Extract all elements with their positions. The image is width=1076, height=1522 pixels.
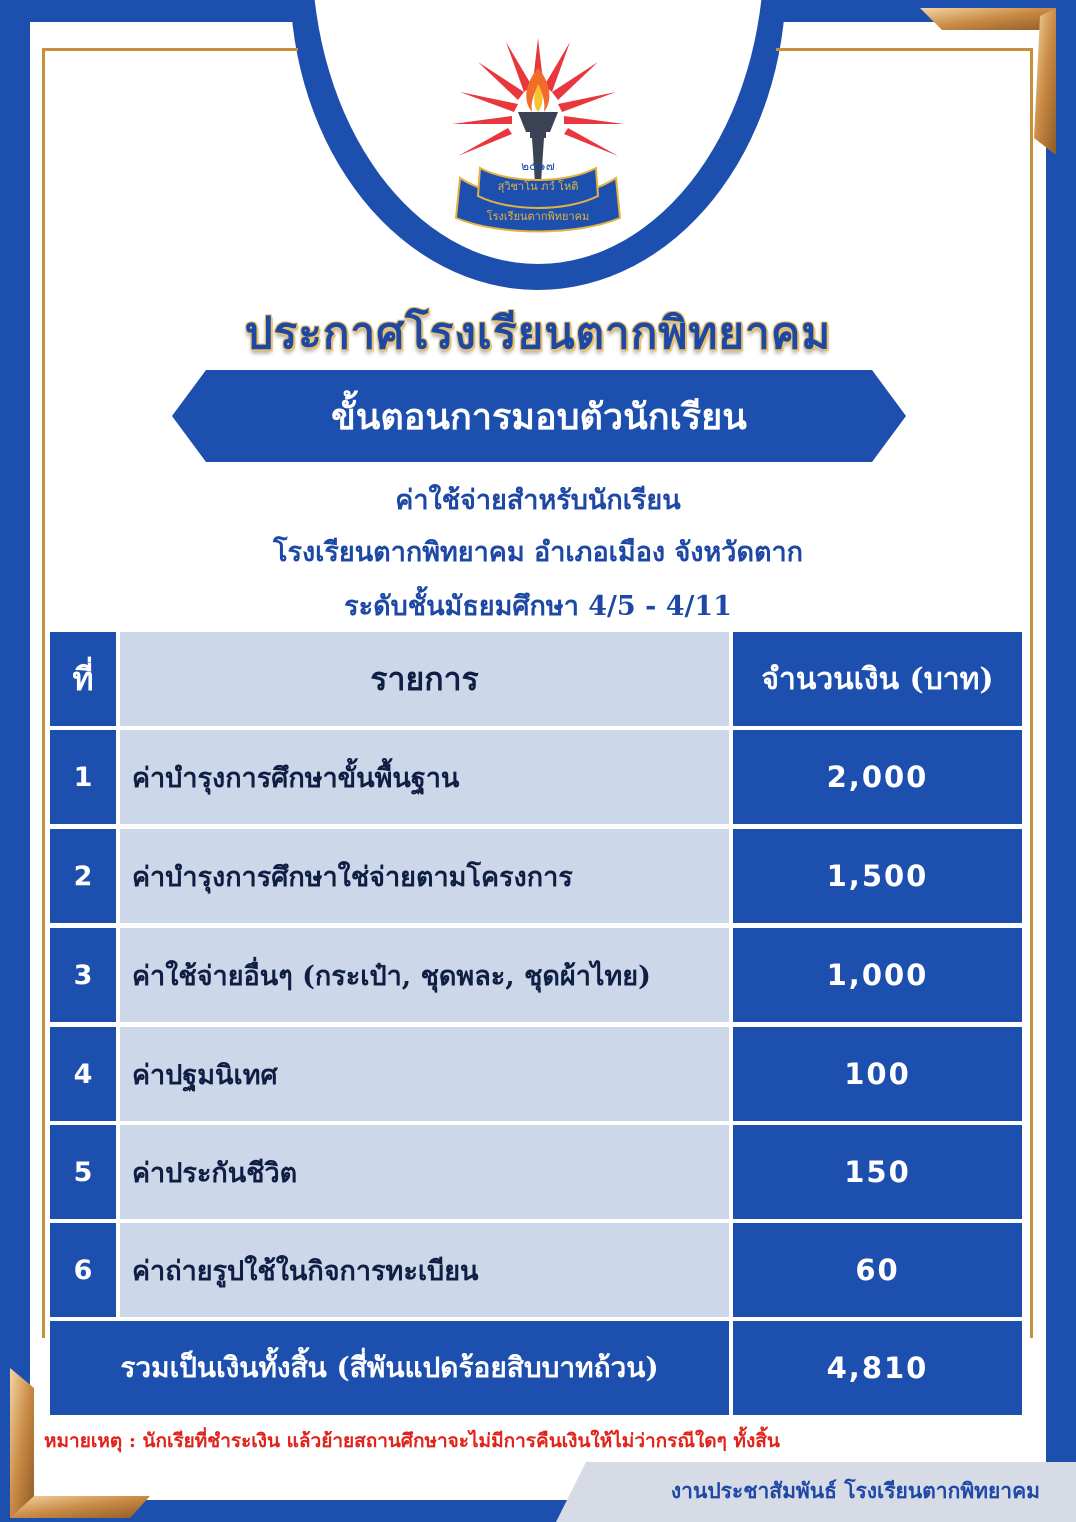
footer-credit: งานประชาสัมพันธ์ โรงเรียนตากพิทยาคม xyxy=(670,1478,1040,1503)
row-item: ค่าใช้จ่ายอื่นๆ (กระเป๋า, ชุดพละ, ชุดผ้าไทย) xyxy=(120,928,729,1022)
table-row xyxy=(50,928,1026,1022)
row-item: ค่าบำรุงการศึกษาขั้นพื้นฐาน xyxy=(120,730,729,824)
poster-title: ประกาศโรงเรียนตากพิทยาคม xyxy=(244,308,832,359)
subtitle-expenses: ค่าใช้จ่ายสำหรับนักเรียน xyxy=(395,485,681,516)
row-item: ค่าบำรุงการศึกษาใช่จ่ายตามโครงการ xyxy=(120,829,729,923)
header-no: ที่ xyxy=(50,632,116,726)
row-number: 5 xyxy=(50,1125,116,1219)
table-row xyxy=(50,1223,1026,1317)
gold-line-top-left xyxy=(42,48,298,51)
row-item: ค่าถ่ายรูปใช้ในกิจการทะเบียน xyxy=(120,1223,729,1317)
table-header-row xyxy=(50,632,1026,726)
table-total-row xyxy=(50,1321,1026,1415)
row-number: 6 xyxy=(50,1223,116,1317)
table-row xyxy=(50,730,1026,824)
refund-note: หมายเหตุ : นักเรียที่ชำระเงิน แล้วย้ายสถานศึกษาจะไม่มีการคืนเงินให้ไม่ว่ากรณีใดๆ ทั้งสิ้น xyxy=(44,1430,780,1452)
row-number: 2 xyxy=(50,829,116,923)
total-label: รวมเป็นเงินทั้งสิ้น (สี่พันแปดร้อยสิบบาทถ้วน) xyxy=(50,1321,729,1415)
row-amount: 150 xyxy=(733,1125,1022,1219)
banner-title: ขั้นตอนการมอบตัวนักเรียน xyxy=(331,395,747,438)
row-item: ค่าประกันชีวิต xyxy=(120,1125,729,1219)
row-amount: 100 xyxy=(733,1027,1022,1121)
row-amount: 1,000 xyxy=(733,928,1022,1022)
emblem-school-name: โรงเรียนตากพิทยาคม xyxy=(486,210,590,223)
emblem-year: ๒๕๑๗ xyxy=(521,159,555,173)
row-item: ค่าปฐมนิเทศ xyxy=(120,1027,729,1121)
header-item: รายการ xyxy=(120,632,729,726)
subtitle-school-location: โรงเรียนตากพิทยาคม อำเภอเมือง จังหวัดตาก xyxy=(272,537,804,568)
emblem-motto: สุวิชาโน ภวํ โหติ xyxy=(497,180,579,193)
row-number: 4 xyxy=(50,1027,116,1121)
subtitle-grade-level: ระดับชั้นมัธยมศึกษา 4/5 - 4/11 xyxy=(344,591,732,622)
row-amount: 60 xyxy=(733,1223,1022,1317)
table-row xyxy=(50,1125,1026,1219)
row-amount: 2,000 xyxy=(733,730,1022,824)
row-number: 1 xyxy=(50,730,116,824)
row-amount: 1,500 xyxy=(733,829,1022,923)
table-row xyxy=(50,829,1026,923)
row-number: 3 xyxy=(50,928,116,1022)
school-emblem xyxy=(440,28,636,238)
total-amount: 4,810 xyxy=(733,1321,1022,1415)
header-amount: จำนวนเงิน (บาท) xyxy=(733,632,1022,726)
gold-line-right xyxy=(1030,48,1033,1338)
table-row xyxy=(50,1027,1026,1121)
gold-line-left xyxy=(42,48,45,1338)
torch-emblem-icon xyxy=(452,38,624,232)
corner-ornament-top-right xyxy=(916,0,1076,160)
